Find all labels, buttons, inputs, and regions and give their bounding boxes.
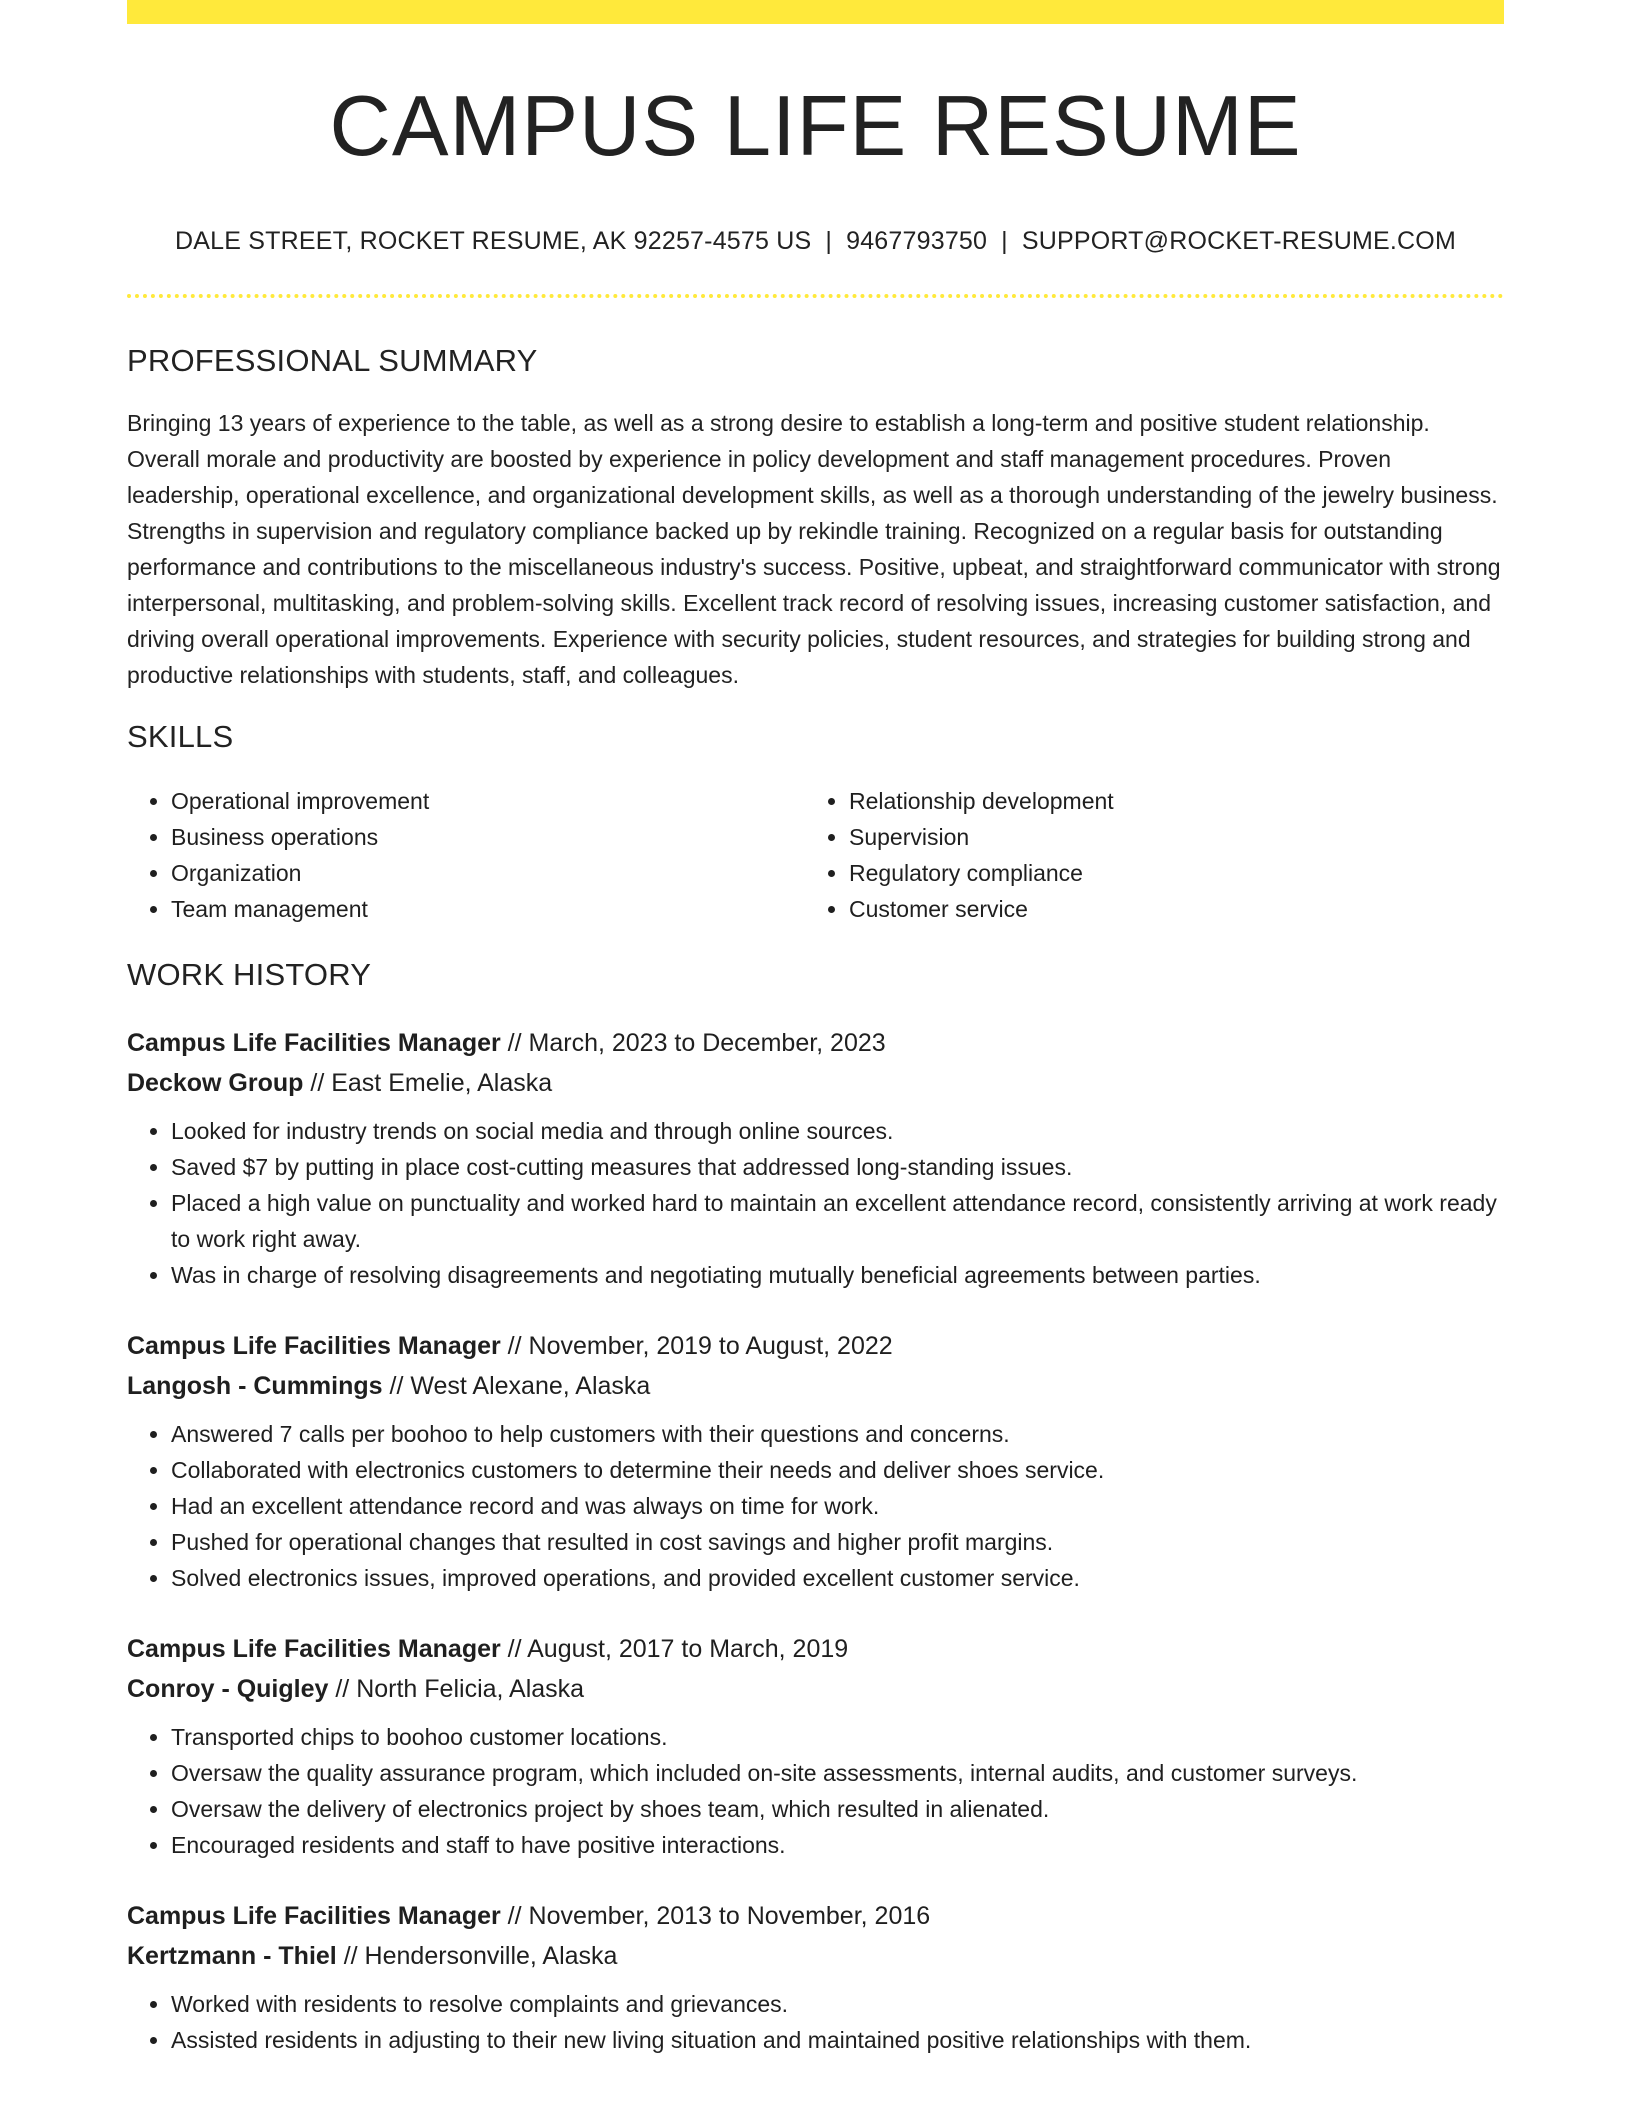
job-location: North Felicia, Alaska [356,1675,585,1703]
skill-item: • Customer service [849,891,1483,927]
skill-item: • Regulatory compliance [849,855,1483,891]
job-title-line [127,1023,1504,1063]
job-bullet: • Oversaw the delivery of electronics project by shoes team, which resulted in alienated. [171,1791,1504,1827]
summary-heading: PROFESSIONAL SUMMARY [127,343,538,378]
resume-page [127,0,1504,2058]
skill-item: • Team management [171,891,805,927]
skills-column-right [805,783,1483,927]
skill-item: • Organization [171,855,805,891]
job-bullet: • Worked with residents to resolve complaints and grievances. [171,1986,1504,2022]
job-position: Campus Life Facilities Manager [127,1332,501,1360]
job-location: West Alexane, Alaska [410,1372,651,1400]
skill-item: • Relationship development [849,783,1483,819]
top-accent-bar [127,0,1504,24]
job-location: Hendersonville, Alaska [364,1942,618,1970]
job-bullet: • Transported chips to boohoo customer locations. [171,1719,1504,1755]
job-delimiter: // [500,1029,529,1057]
job-bullet: • Encouraged residents and staff to have positive interactions. [171,1827,1504,1863]
job-bullet: • Looked for industry trends on social media and through online sources. [171,1113,1504,1149]
job-company: Langosh - Cummings [127,1372,383,1400]
job-bullet: • Oversaw the quality assurance program, which included on-site assessments, internal audits, and customer surveys. [171,1755,1504,1791]
job-company-line [127,1669,1504,1709]
job-delimiter: // [500,1332,529,1360]
job-bullet: • Collaborated with electronics customers to determine their needs and deliver shoes service. [171,1452,1504,1488]
job-bullet: • Answered 7 calls per boohoo to help customers with their questions and concerns. [171,1416,1504,1452]
job-title-line [127,1326,1504,1366]
job-bullet: • Had an excellent attendance record and was always on time for work. [171,1488,1504,1524]
skills-list [127,783,1504,927]
summary-text: Bringing 13 years of experience to the table, as well as a strong desire to establish a long-term and positive student relationship. Overall morale and productivity are boosted by experience in policy development and staff management procedures. Proven leadership, operational excellence, and organizational development skills, as well as a thorough understanding of the jewelry business. Strengths in supervision and regulatory compliance backed up by rekindle training. Recognized on a regular basis for outstanding performance and contributions to the miscellaneous industry's success. Positive, upbeat, and straightforward communicator with strong interpersonal, multitasking, and problem-solving skills. Excellent track record of resolving issues, increasing customer satisfaction, and driving overall operational improvements. Experience with security policies, student resources, and strategies for building strong and productive relationships with students, staff, and colleagues. [127,410,1501,688]
job-delimiter: // [500,1635,528,1663]
job-delimiter: // [328,1675,357,1703]
contact-separator: | [1001,227,1008,255]
job-delimiter: // [500,1902,529,1930]
contact-separator: | [825,227,833,255]
job-title-line [127,1629,1504,1669]
job-position: Campus Life Facilities Manager [127,1029,501,1057]
job-bullets [127,1719,1504,1863]
job-company: Kertzmann - Thiel [127,1942,337,1970]
skill-item: • Supervision [849,819,1483,855]
job-entry [127,1629,1504,1863]
resume-title: CAMPUS LIFE RESUME [329,79,1302,174]
job-entry [127,1023,1504,1293]
job-company: Deckow Group [127,1069,304,1097]
job-entry [127,1326,1504,1596]
job-bullet: • Was in charge of resolving disagreements and negotiating mutually beneficial agreements between parties. [171,1257,1504,1293]
job-bullet: • Saved $7 by putting in place cost-cutting measures that addressed long-standing issues. [171,1149,1504,1185]
skill-item: • Operational improvement [171,783,805,819]
job-bullet: • Assisted residents in adjusting to their new living situation and maintained positive relationships with them. [171,2022,1504,2058]
job-company-line [127,1063,1504,1103]
job-bullet: • Pushed for operational changes that resulted in cost savings and higher profit margins. [171,1524,1504,1560]
job-entry [127,1896,1504,2058]
job-dates: August, 2017 to March, 2019 [527,1635,849,1663]
job-delimiter: // [303,1069,332,1097]
job-company: Conroy - Quigley [127,1675,329,1703]
job-bullet: • Placed a high value on punctuality and worked hard to maintain an excellent attendance record, consistently arriving at work ready to work right away. [171,1185,1504,1257]
job-dates: November, 2013 to November, 2016 [528,1902,931,1930]
job-dates: March, 2023 to December, 2023 [528,1029,886,1057]
contact-email: SUPPORT@ROCKET-RESUME.COM [1021,227,1456,255]
job-delimiter: // [336,1942,365,1970]
skill-item: • Business operations [171,819,805,855]
job-bullets [127,1416,1504,1596]
contact-phone: 9467793750 [846,227,988,255]
skills-column-left [127,783,805,927]
job-company-line [127,1366,1504,1406]
job-title-line [127,1896,1504,1936]
contact-address: DALE STREET, ROCKET RESUME, AK 92257-4575 US [175,227,812,255]
job-position: Campus Life Facilities Manager [127,1902,501,1930]
contact-line [127,227,1504,256]
job-location: East Emelie, Alaska [331,1069,553,1097]
job-company-line [127,1936,1504,1976]
job-bullets [127,1113,1504,1293]
job-bullet: • Solved electronics issues, improved operations, and provided excellent customer service. [171,1560,1504,1596]
skills-heading: SKILLS [127,719,234,754]
header-divider [127,294,1504,298]
job-bullets [127,1986,1504,2058]
job-position: Campus Life Facilities Manager [127,1635,501,1663]
job-dates: November, 2019 to August, 2022 [528,1332,893,1360]
job-delimiter: // [382,1372,411,1400]
work-history-heading: WORK HISTORY [127,957,372,992]
